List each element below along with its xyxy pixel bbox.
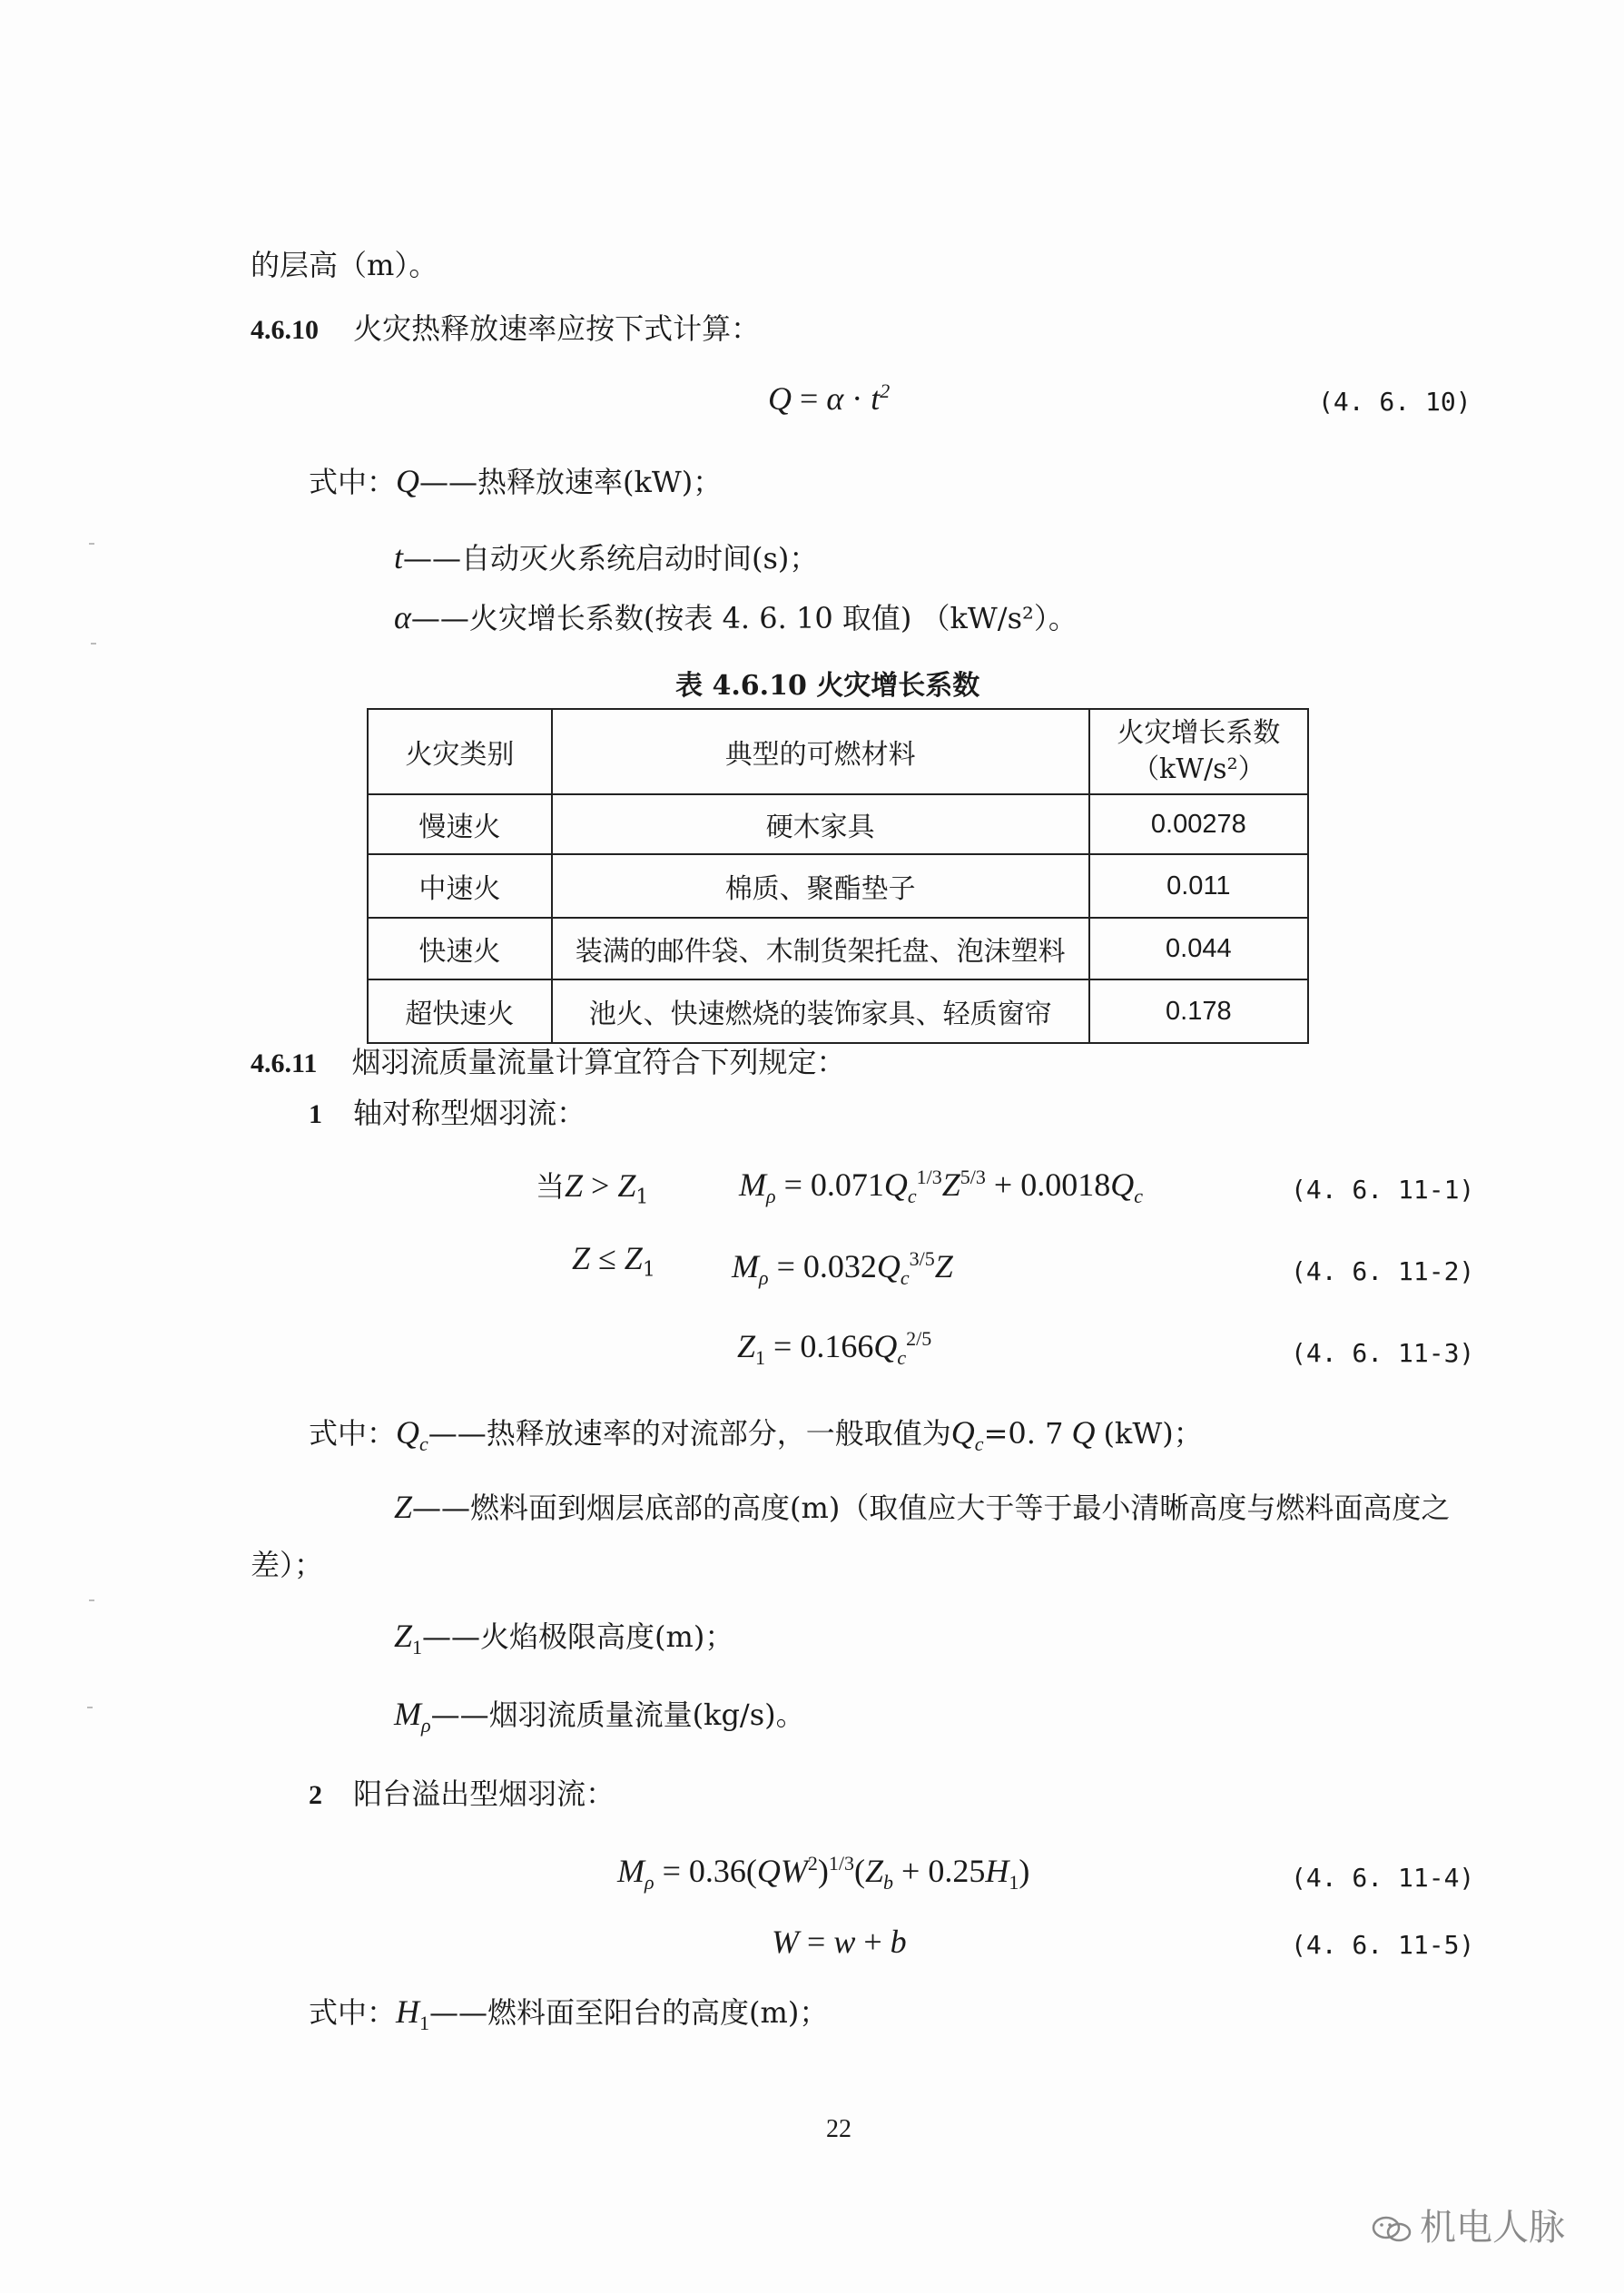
def-symbol: $M_\rho$ [394, 1696, 431, 1737]
def-symbol: t [394, 539, 404, 576]
scan-mark [91, 643, 96, 645]
table-cell: 超快速火 [368, 979, 552, 1043]
table-row [368, 918, 1308, 979]
table-cell: 棉质、聚酯垫子 [552, 854, 1089, 918]
condition-2: $Z \le Z_1$ [572, 1240, 655, 1282]
table-cell: 0.044 [1089, 918, 1308, 979]
section-4-6-10 [251, 310, 760, 349]
table-row [368, 794, 1308, 854]
item-1 [309, 1095, 586, 1133]
def-text: ——热释放速率的对流部分，一般取值为 [428, 1416, 951, 1451]
equation-number-4-6-10: (4. 6. 10) [1318, 387, 1471, 417]
section-4-6-11 [251, 1044, 846, 1082]
equation-number: (4. 6. 11-4) [1291, 1863, 1475, 1893]
table-caption: 表 4.6.10 火灾增长系数 [675, 670, 980, 702]
page-number: 22 [826, 2115, 851, 2143]
section-number: 4.6.11 [251, 1048, 318, 1078]
scan-mark [89, 1599, 94, 1601]
equation-4-6-11-4: $M_\rho = 0.36(QW^2)^{1/3}(Z_b + 0.25H_1)$ [617, 1852, 1030, 1894]
watermark-text: 机电人脉 [1420, 2207, 1565, 2249]
table-cell: 中速火 [368, 854, 552, 918]
def-mp [394, 1696, 805, 1737]
header-line: 火灾增长系数 [1117, 717, 1281, 749]
def-t [394, 539, 818, 576]
def-text: ——火灾增长系数(按表 4. 6. 10 取值) （kW/s²）。 [410, 601, 1078, 635]
header-cell: 火灾类别 [368, 709, 552, 794]
section-number: 4.6.10 [251, 315, 319, 345]
equation-number: (4. 6. 11-5) [1291, 1930, 1475, 1960]
table-cell: 0.00278 [1089, 794, 1308, 854]
def-h1: 式中：$H_1——$燃料面至阳台的高度(m)； [309, 1993, 829, 2035]
table-cell: 池火、快速燃烧的装饰家具、轻质窗帘 [552, 979, 1089, 1043]
item-text: 轴对称型烟羽流： [353, 1096, 586, 1130]
equation-number: (4. 6. 11-3) [1291, 1338, 1475, 1368]
table-cell: 快速火 [368, 918, 552, 979]
wechat-icon [1371, 2215, 1412, 2244]
equation-4-6-10: $Q = \alpha \cdot t^2$ [768, 379, 891, 417]
equation-4-6-11-1: $M_\rho = 0.071Q_c^{1/3}Z^{5/3} + 0.0018Q_c$ [739, 1166, 1143, 1208]
watermark [1371, 2199, 1565, 2250]
header-cell [1089, 709, 1308, 794]
equation-4-6-11-2: $M_\rho = 0.032Q_c^{3/5}Z$ [732, 1247, 953, 1290]
table-cell: 0.011 [1089, 854, 1308, 918]
scan-mark [89, 543, 94, 545]
table-header-row [368, 709, 1308, 794]
scan-mark [87, 1707, 93, 1708]
table-row [368, 979, 1308, 1043]
def-z [394, 1489, 1450, 1526]
item-number: 2 [309, 1780, 322, 1810]
def-symbol: $Z_1$ [394, 1618, 423, 1659]
item-2 [309, 1776, 615, 1814]
equation-4-6-11-5: W = w + b [772, 1924, 907, 1960]
header-cell: 典型的可燃材料 [552, 709, 1089, 794]
def-text: ——火焰极限高度(m)； [422, 1619, 734, 1654]
def-symbol: $H_1$ [396, 1993, 430, 2035]
equation-4-6-11-3: $Z_1 = 0.166Q_c^{2/5}$ [737, 1327, 932, 1370]
def-text: ——热释放速率(kW)； [419, 465, 723, 499]
def-z-continued: 差）； [251, 1548, 324, 1582]
fire-growth-table [367, 708, 1309, 1044]
section-text: 火灾热释放速率应按下式计算： [353, 311, 761, 346]
table-cell: 慢速火 [368, 794, 552, 854]
item-text: 阳台溢出型烟羽流： [353, 1776, 615, 1811]
header-unit: （kW/s²） [1132, 753, 1265, 785]
where-label: 式中：Q——热释放速率(kW)； [309, 463, 723, 499]
def-symbol: $Q_c$ [396, 1414, 428, 1456]
item-number: 1 [309, 1099, 322, 1129]
def-symbol: Q [396, 463, 420, 499]
def-symbol: Z [394, 1489, 413, 1525]
section-text: 烟羽流质量流量计算宜符合下列规定： [351, 1045, 846, 1079]
def-text: ——燃料面至阳台的高度(m)； [429, 1995, 829, 2030]
def-alpha [394, 599, 1078, 636]
def-text: ——燃料面到烟层底部的高度(m)（取值应大于等于最小清晰高度与燃料面高度之 [412, 1491, 1451, 1525]
def-z1 [394, 1618, 734, 1659]
def-text: ——自动灭火系统启动时间(s)； [403, 541, 819, 576]
table-cell: 装满的邮件袋、木制货架托盘、泡沫塑料 [552, 918, 1089, 979]
equation-number: (4. 6. 11-1) [1291, 1175, 1475, 1205]
condition-1: 当$Z > Z_1$ [536, 1167, 649, 1209]
table-cell: 硬木家具 [552, 794, 1089, 854]
equation-number: (4. 6. 11-2) [1291, 1256, 1475, 1286]
def-symbol: α [394, 599, 411, 635]
table-row [368, 854, 1308, 918]
intro-line: 的层高（m）。 [251, 248, 438, 282]
def-qc: 式中：$Q_c——$热释放速率的对流部分，一般取值为$Q_c=0$. 7 Q (kW)； [309, 1414, 1203, 1456]
def-text: ——烟羽流质量流量(kg/s)。 [430, 1698, 805, 1732]
table-cell: 0.178 [1089, 979, 1308, 1043]
